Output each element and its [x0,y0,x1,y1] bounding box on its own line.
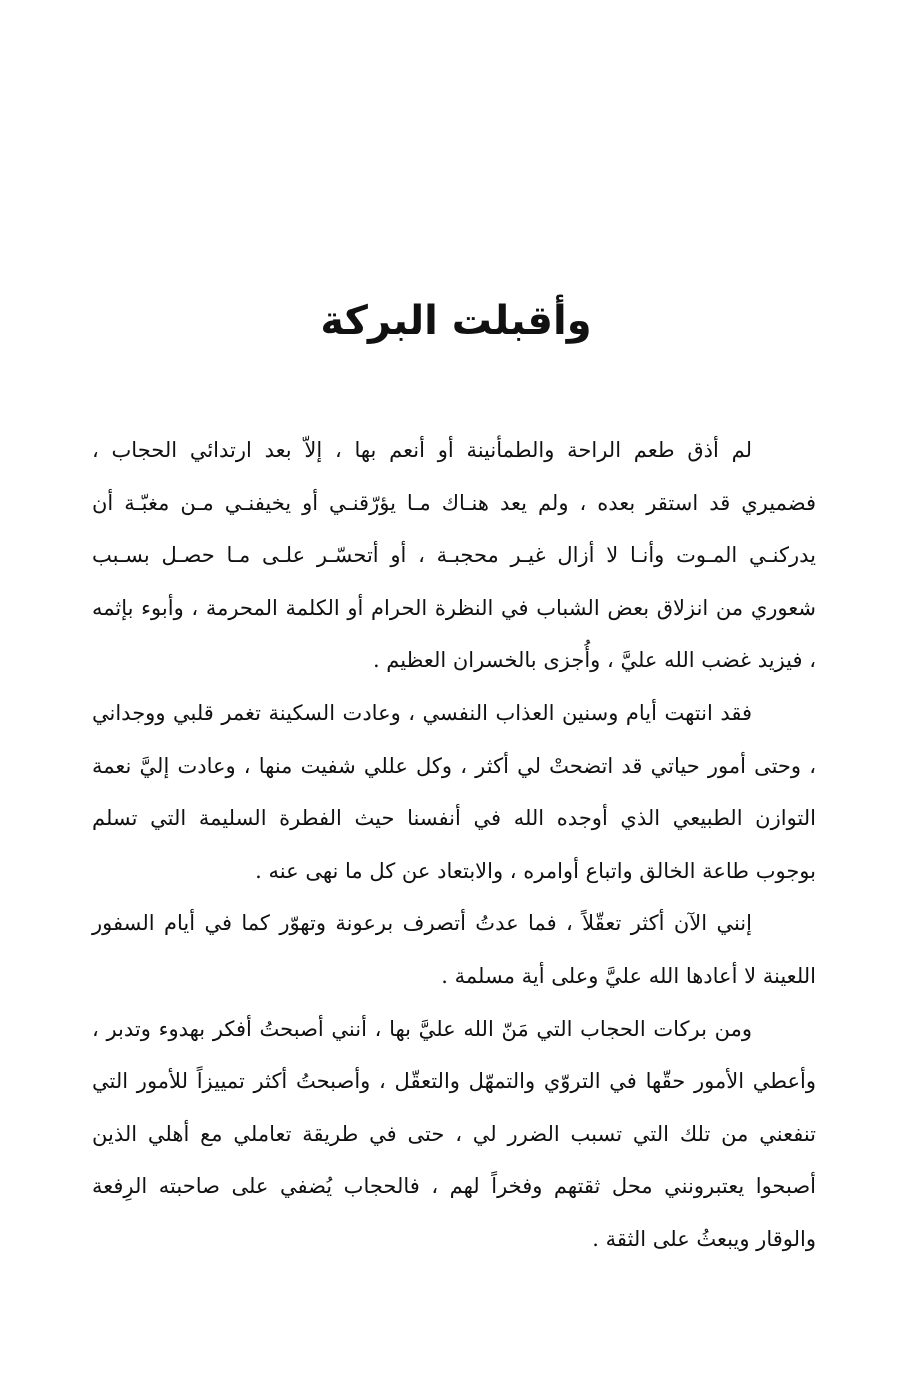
chapter-body [92,424,816,1266]
chapter-title: وأقبلت البركة [320,298,592,344]
paragraph-2: فقد انتهت أيام وسنين العذاب النفسي ، وعادت السكينة تغمر قلبي ووجداني ، وحتى أمور حياتي قد اتضحتْ لي أكثر ، وكل عللي شفيت منها ، وعادت إليَّ نعمة التوازن الطبيعي الذي أوجده الله في أنفسنا حيث الفطرة السليمة التي تسلم بوجوب طاعة الخالق واتباع أوامره ، والابتعاد عن كل ما نهى عنه . [92,700,816,883]
paragraph-3: إنني الآن أكثر تعقّلاً ، فما عدتُ أتصرف برعونة وتهوّر كما في أيام السفور اللعينة لا أعادها الله عليَّ وعلى أية مسلمة . [92,911,816,988]
paragraph-4: ومن بركات الحجاب التي مَنّ الله عليَّ بها ، أنني أصبحتُ أفكر بهدوء وتدبر ، وأعطي الأمور حقّها في التروّي والتمهّل والتعقّل ، وأصبحتُ أكثر تمييزاً للأمور التي تنفعني من تلك التي تسبب الضرر لي ، حتى في طريقة تعاملي مع أهلي الذين أصبحوا يعتبرونني محل ثقتهم وفخراً لهم ، فالحجاب يُضفي على صاحبته الرِفعة والوقار ويبعثُ على الثقة . [92,1016,817,1251]
paragraph-1: لم أذق طعم الراحة والطمأنينة أو أنعم بها ، إلاّ بعد ارتدائي الحجاب ، فضميري قد استقر بعده ، ولم يعد هنـاك مـا يؤرّقنـي أو يخيفنـي مـن مغبّـة أن يدركنـي المـوت وأنـا لا أزال غيـر محجبـة ، أو أتحسّـر علـى مـا حصـل بسـبب شعوري من انزلاق بعض الشباب في النظرة الحرام أو الكلمة المحرمة ، وأبوء بإثمه ، فيزيد غضب الله عليَّ ، وأُجزى بالخسران العظيم . [92,438,816,673]
